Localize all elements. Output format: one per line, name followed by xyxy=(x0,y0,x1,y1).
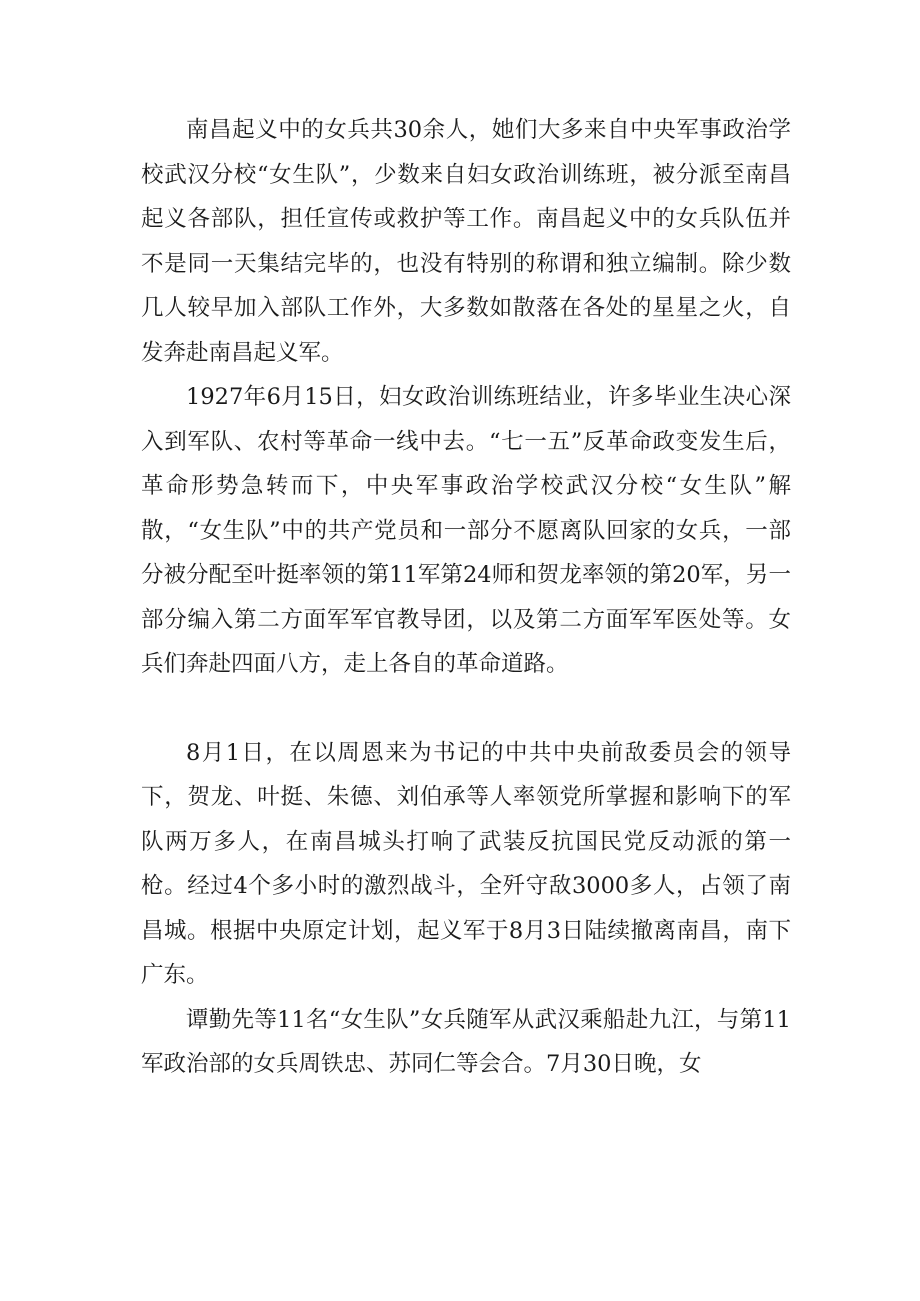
paragraph-women-soldiers-origin: 南昌起义中的女兵共30余人，她们大多来自中央军事政治学校武汉分校“女生队”，少数来自妇女政治训练班，被分派至南昌起义各部队，担任宣传或救护等工作。南昌起义中的女兵队伍并不是同一天集结完毕的，也没有特别的称谓和独立编制。除少数几人较早加入部队工作外，大多数如散落在各处的星星之火，自发奔赴南昌起义军。 xyxy=(141,117,791,366)
paragraph-gap xyxy=(141,687,791,731)
paragraph-august-first-uprising: 8月1日，在以周恩来为书记的中共中央前敌委员会的领导下，贺龙、叶挺、朱德、刘伯承等人率领党所掌握和影响下的军队两万多人，在南昌城头打响了武装反抗国民党反动派的第一枪。经过4个多小时的激烈战斗，全歼守敌3000多人，占领了南昌城。根据中央原定计划，起义军于8月3日陆续撤离南昌，南下广东。 xyxy=(141,739,791,988)
paragraph-tan-qinxian: 谭勤先等11名“女生队”女兵随军从武汉乘船赴九江，与第11军政治部的女兵周铁忠、苏同仁等会合。7月30日晚，女 xyxy=(141,1006,791,1077)
paragraph-training-class-graduation: 1927年6月15日，妇女政治训练班结业，许多毕业生决心深入到军队、农村等革命一线中去。“七一五”反革命政变发生后，革命形势急转而下，中央军事政治学校武汉分校“女生队”解散，“女生队”中的共产党员和一部分不愿离队回家的女兵，一部分被分配至叶挺率领的第11军第24师和贺龙率领的第20军，另一部分编入第二方面军军官教导团，以及第二方面军军医处等。女兵们奔赴四面八方，走上各自的革命道路。 xyxy=(141,384,791,677)
document-body xyxy=(141,108,791,1087)
